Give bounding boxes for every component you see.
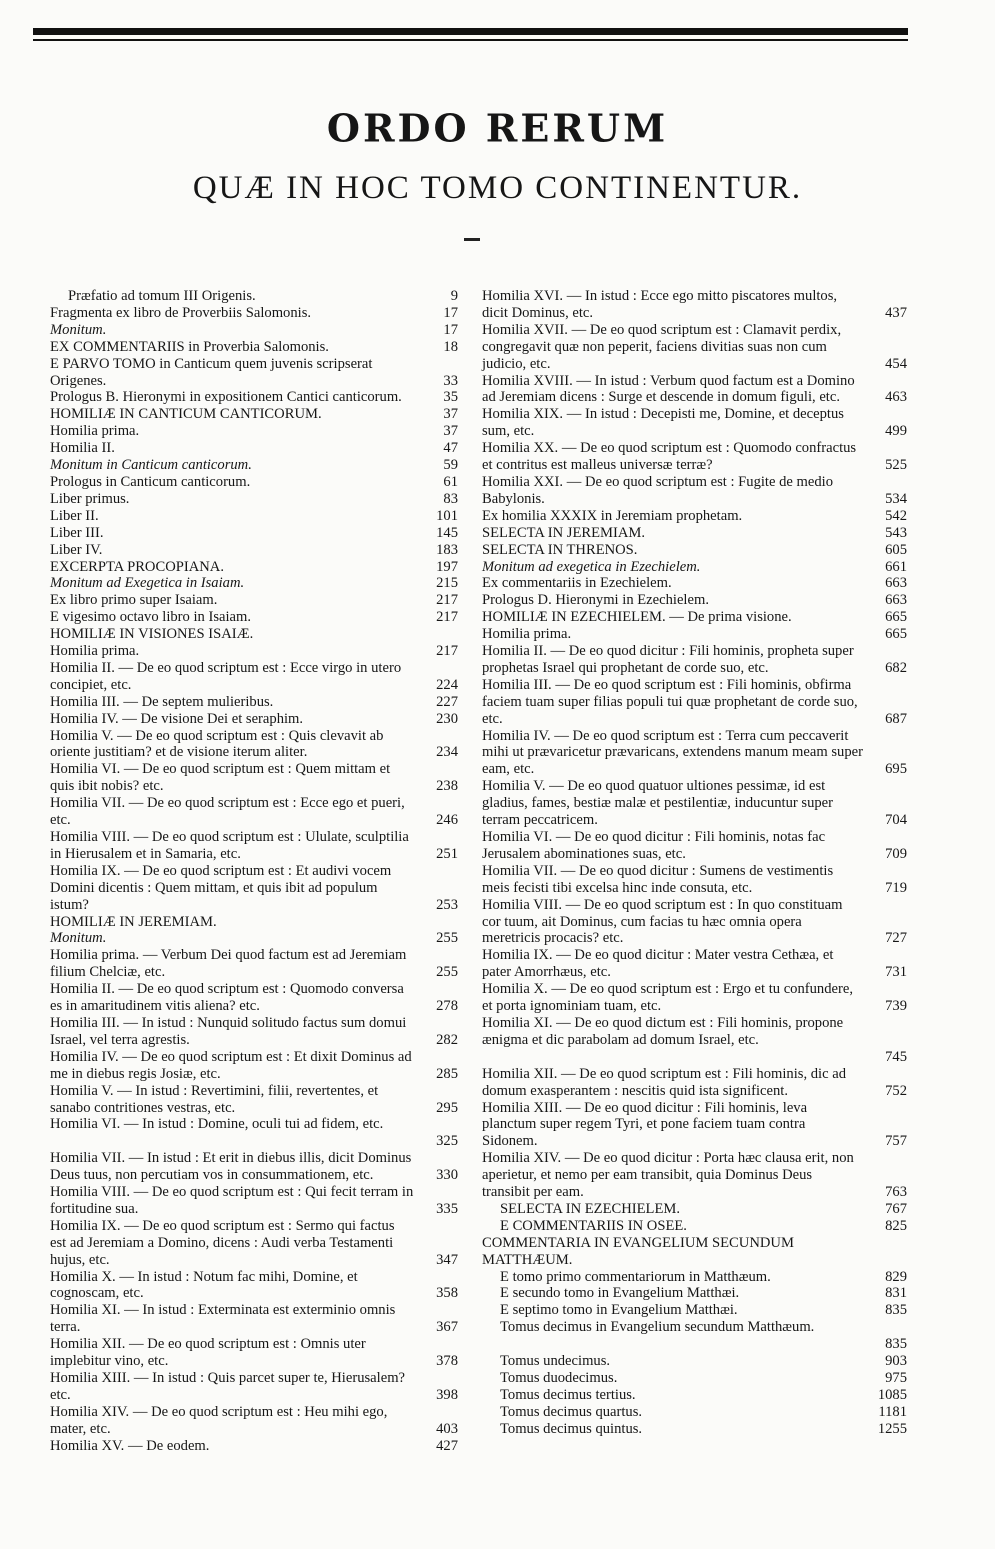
toc-entry-page: 37 bbox=[443, 406, 458, 423]
toc-entry-title: Homilia VI. — De eo quod scriptum est : Quem mittam et quis ibit nobis? etc. bbox=[50, 761, 391, 795]
toc-entry-title: SELECTA IN EZECHIELEM. bbox=[500, 1200, 681, 1217]
toc-entry-title: Ex libro primo super Isaiam. bbox=[50, 592, 218, 609]
toc-entry bbox=[50, 660, 458, 694]
toc-entry-title: Homilia VIII. — De eo quod scriptum est : In quo constituam cor tuum, ait Dominus, cum facias tu hæc omnia opera meretricis procacis? etc. bbox=[482, 896, 843, 947]
toc-entry-title: Fragmenta ex libro de Proverbiis Salomonis. bbox=[50, 304, 312, 321]
toc-entry-page: 18 bbox=[443, 338, 458, 355]
toc-entry-page: 378 bbox=[436, 1353, 458, 1370]
toc-entry bbox=[50, 1269, 458, 1303]
toc-entry-title: E tomo primo commentariorum in Matthæum. bbox=[500, 1268, 771, 1285]
toc-entry bbox=[50, 440, 458, 457]
toc-entry bbox=[482, 1387, 907, 1404]
toc-entry-page: 831 bbox=[885, 1285, 907, 1302]
toc-entry-title: SELECTA IN THRENOS. bbox=[482, 541, 638, 558]
toc-entry-page: 37 bbox=[443, 423, 458, 440]
toc-entry-title: Tomus undecimus. bbox=[500, 1353, 611, 1370]
toc-entry-page: 835 bbox=[885, 1336, 907, 1353]
toc-entry-title: SELECTA IN JEREMIAM. bbox=[482, 524, 646, 541]
toc-entry-page: 224 bbox=[436, 676, 458, 693]
toc-entry-page: 719 bbox=[885, 879, 907, 896]
toc-entry-title: E vigesimo octavo libro in Isaiam. bbox=[50, 609, 252, 626]
toc-entry-title: Homilia XVII. — De eo quod scriptum est : Clamavit perdix, congregavit quæ non peperit, faciens divitias suas non cum judicio, etc. bbox=[482, 321, 842, 372]
toc-entry bbox=[482, 1421, 907, 1438]
toc-entry-title: EXCERPTA PROCOPIANA. bbox=[50, 558, 224, 575]
toc-entry-title: Homilia IX. — De eo quod scriptum est : Et audivi vocem Domini dicentis : Quem mittam, et quis ibit ad populum istum? bbox=[50, 862, 392, 913]
toc-entry-page: 145 bbox=[436, 524, 458, 541]
toc-entry bbox=[50, 1116, 458, 1150]
toc-entry-page: 499 bbox=[885, 423, 907, 440]
toc-entry-page: 709 bbox=[885, 845, 907, 862]
toc-entry-title: E septimo tomo in Evangelium Matthæi. bbox=[500, 1302, 738, 1319]
toc-entry-title: Homilia XXI. — De eo quod scriptum est : Fugite de medio Babylonis. bbox=[482, 473, 834, 507]
toc-entry-title: Monitum ad exegetica in Ezechielem. bbox=[482, 558, 701, 575]
toc-entry-title: Homilia IV. — De eo quod scriptum est : Terra cum peccaverit mihi ut prævaricetur prævaricans, extendens manum meam super eam, etc. bbox=[482, 727, 863, 778]
toc-entry bbox=[482, 778, 907, 829]
toc-entry-page: 61 bbox=[443, 473, 458, 490]
toc-entry-page: 731 bbox=[885, 964, 907, 981]
toc-entry-page: 285 bbox=[436, 1065, 458, 1082]
toc-entry-page: 835 bbox=[885, 1302, 907, 1319]
toc-right-column bbox=[482, 288, 907, 1438]
toc-entry bbox=[482, 677, 907, 728]
toc-entry bbox=[50, 474, 458, 491]
toc-entry bbox=[50, 930, 458, 947]
toc-entry-title: E PARVO TOMO in Canticum quem juvenis scripserat Origenes. bbox=[50, 355, 373, 389]
toc-entry bbox=[50, 542, 458, 559]
toc-entry bbox=[482, 1150, 907, 1201]
toc-entry bbox=[50, 423, 458, 440]
page-subtitle: QUÆ IN HOC TOMO CONTINENTUR. bbox=[192, 170, 803, 206]
toc-entry-title: Homilia II. — De eo quod scriptum est : Ecce virgo in utero concipiet, etc. bbox=[50, 659, 402, 693]
toc-entry bbox=[50, 1150, 458, 1184]
toc-entry-page: 255 bbox=[436, 964, 458, 981]
toc-entry-page: 605 bbox=[885, 541, 907, 558]
toc-entry bbox=[50, 1083, 458, 1117]
toc-entry-title: Homilia III. — De eo quod scriptum est : Fili hominis, obfirma faciem tuam super filias populi tui quæ prophetant de corde suo, etc. bbox=[482, 676, 858, 727]
toc-entry bbox=[50, 339, 458, 356]
toc-entry-title: Homilia XIII. — In istud : Quis parcet super te, Hierusalem? etc. bbox=[50, 1370, 406, 1403]
toc-entry-page: 101 bbox=[436, 507, 458, 524]
toc-entry-page: 183 bbox=[436, 541, 458, 558]
toc-entry bbox=[50, 1302, 458, 1336]
toc-entry-page: 282 bbox=[436, 1031, 458, 1048]
toc-entry-page: 347 bbox=[436, 1251, 458, 1268]
toc-entry-page: 367 bbox=[436, 1319, 458, 1336]
toc-entry-page: 1085 bbox=[877, 1386, 907, 1403]
toc-entry bbox=[50, 1336, 458, 1370]
toc-entry bbox=[50, 525, 458, 542]
toc-entry-title: Homilia XIV. — De eo quod scriptum est : Heu mihi ego, mater, etc. bbox=[50, 1403, 388, 1437]
toc-entry bbox=[482, 440, 907, 474]
toc-entry bbox=[50, 1015, 458, 1049]
toc-entry bbox=[50, 914, 458, 931]
toc-entry-page: 253 bbox=[436, 896, 458, 913]
toc-entry bbox=[50, 711, 458, 728]
toc-entry-title: Homilia VIII. — De eo quod scriptum est : Ululate, sculptilia in Hierusalem et in Samaria, etc. bbox=[50, 829, 409, 862]
toc-entry-page: 59 bbox=[443, 457, 458, 474]
toc-left-column bbox=[50, 288, 458, 1455]
toc-entry-title: Homilia XI. — De eo quod dictum est : Fili hominis, propone ænigma et dic parabolam ad domum Israel, etc. bbox=[482, 1014, 844, 1048]
toc-entry-page: 543 bbox=[885, 524, 907, 541]
toc-entry bbox=[482, 1404, 907, 1421]
toc-entry-page: 217 bbox=[436, 643, 458, 660]
toc-entry-page: 665 bbox=[885, 609, 907, 626]
toc-entry-title: Ex homilia XXXIX in Jeremiam prophetam. bbox=[482, 507, 743, 524]
toc-entry-title: Tomus decimus in Evangelium secundum Matthæum. bbox=[500, 1319, 815, 1336]
toc-entry-title: Homilia XII. — De eo quod scriptum est : Omnis uter implebitur vino, etc. bbox=[50, 1336, 366, 1370]
toc-entry-page: 255 bbox=[436, 930, 458, 947]
toc-entry bbox=[50, 389, 458, 406]
toc-entry-title: Homilia XII. — De eo quod scriptum est : Fili hominis, dic ad domum exasperantem : nescitis quid ista significent. bbox=[482, 1065, 846, 1099]
toc-entry-page: 463 bbox=[885, 389, 907, 406]
toc-entry bbox=[482, 322, 907, 373]
toc-entry bbox=[50, 761, 458, 795]
toc-entry-title: Homilia II. — De eo quod scriptum est : Quomodo conversa es in amaritudinem vitis aliena? etc. bbox=[50, 981, 404, 1015]
toc-entry bbox=[50, 1184, 458, 1218]
toc-entry-page: 17 bbox=[443, 304, 458, 321]
toc-entry bbox=[50, 1049, 458, 1083]
toc-entry bbox=[482, 981, 907, 1015]
toc-entry bbox=[50, 795, 458, 829]
toc-entry bbox=[482, 643, 907, 677]
toc-entry-page: 663 bbox=[885, 575, 907, 592]
toc-entry-title: Homilia XIII. — De eo quod dicitur : Fili hominis, leva planctum super regem Tyri, et pone faciem tuam contra Sidonem. bbox=[482, 1099, 808, 1150]
toc-entry-page: 437 bbox=[885, 304, 907, 321]
toc-entry bbox=[50, 1218, 458, 1269]
toc-entry-page: 534 bbox=[885, 490, 907, 507]
toc-entry bbox=[50, 592, 458, 609]
toc-entry-title: Monitum. bbox=[50, 930, 107, 947]
toc-entry bbox=[482, 829, 907, 863]
toc-entry bbox=[50, 626, 458, 643]
toc-entry bbox=[50, 508, 458, 525]
toc-entry bbox=[482, 1302, 907, 1319]
toc-entry-title: Liber II. bbox=[50, 507, 99, 524]
toc-entry bbox=[50, 609, 458, 626]
toc-entry-page: 398 bbox=[436, 1386, 458, 1403]
toc-entry-page: 246 bbox=[436, 812, 458, 829]
toc-entry-title: Homilia prima. bbox=[482, 626, 572, 643]
toc-entry-title: Homilia X. — In istud : Notum fac mihi, Domine, et cognoscam, etc. bbox=[50, 1268, 358, 1302]
toc-entry-title: Homilia III. — In istud : Nunquid solitudo factus sum domui Israel, vel terra agrestis. bbox=[50, 1014, 407, 1048]
toc-entry-page: 1255 bbox=[877, 1420, 907, 1437]
toc-entry-page: 403 bbox=[436, 1420, 458, 1437]
toc-entry bbox=[482, 1319, 907, 1353]
toc-entry-title: Homilia VII. — In istud : Et erit in diebus illis, dicit Dominus Deus tuus, non percutiam vos in consummationem, etc. bbox=[50, 1150, 412, 1184]
toc-entry bbox=[482, 626, 907, 643]
toc-entry-page: 727 bbox=[885, 930, 907, 947]
toc-entry bbox=[50, 829, 458, 863]
toc-entry bbox=[482, 897, 907, 948]
toc-entry bbox=[482, 508, 907, 525]
toc-entry bbox=[50, 1404, 458, 1438]
toc-entry-page: 238 bbox=[436, 778, 458, 795]
toc-entry-title: HOMILIÆ IN CANTICUM CANTICORUM. bbox=[50, 406, 322, 423]
toc-entry bbox=[482, 1370, 907, 1387]
toc-entry-page: 427 bbox=[436, 1437, 458, 1454]
toc-entry-page: 682 bbox=[885, 659, 907, 676]
toc-entry-page: 1181 bbox=[878, 1403, 907, 1420]
toc-entry bbox=[50, 406, 458, 423]
toc-entry-page: 975 bbox=[885, 1370, 907, 1386]
toc-entry bbox=[482, 406, 907, 440]
toc-entry bbox=[482, 373, 907, 407]
toc-entry-title: Homilia prima. bbox=[50, 643, 140, 660]
ornament-dash bbox=[464, 238, 480, 241]
toc-entry-title: Homilia prima. — Verbum Dei quod factum est ad Jeremiam filium Chelciæ, etc. bbox=[50, 947, 407, 981]
toc-entry bbox=[50, 288, 458, 305]
toc-entry-title: Homilia IV. — De eo quod scriptum est : Et dixit Dominus ad me in diebus regis Josiæ, etc. bbox=[50, 1048, 412, 1082]
toc-entry-title: Homilia VIII. — De eo quod scriptum est : Qui fecit terram in fortitudine sua. bbox=[50, 1184, 414, 1217]
toc-entry-page: 251 bbox=[436, 845, 458, 862]
toc-entry bbox=[50, 1438, 458, 1455]
toc-entry-title: Homilia XV. — De eodem. bbox=[50, 1437, 210, 1454]
toc-entry bbox=[482, 1353, 907, 1370]
toc-entry-page: 661 bbox=[885, 558, 907, 575]
toc-entry bbox=[482, 947, 907, 981]
toc-entry-page: 35 bbox=[443, 389, 458, 406]
toc-entry-title: Monitum. bbox=[50, 321, 107, 338]
toc-entry-title: Liber III. bbox=[50, 524, 104, 541]
toc-entry bbox=[482, 575, 907, 592]
toc-entry bbox=[50, 981, 458, 1015]
toc-entry-title: HOMILIÆ IN EZECHIELEM. — De prima visione. bbox=[482, 609, 792, 626]
toc-entry-title: Prologus in Canticum canticorum. bbox=[50, 473, 251, 490]
toc-entry-page: 825 bbox=[885, 1217, 907, 1234]
toc-entry bbox=[482, 1285, 907, 1302]
toc-entry-page: 330 bbox=[436, 1167, 458, 1184]
toc-entry-title: Homilia XVI. — In istud : Ecce ego mitto piscatores multos, dicit Dominus, etc. bbox=[482, 288, 838, 321]
toc-entry-title: HOMILIÆ IN VISIONES ISAIÆ. bbox=[50, 626, 254, 643]
toc-entry bbox=[482, 474, 907, 508]
toc-entry-title: Homilia XIX. — In istud : Decepisti me, Domine, et deceptus sum, etc. bbox=[482, 406, 844, 440]
toc-entry-title: Homilia V. — In istud : Revertimini, filii, revertentes, et sanabo contritiones vestras, etc. bbox=[50, 1082, 379, 1116]
toc-entry bbox=[482, 1235, 907, 1269]
toc-entry bbox=[482, 592, 907, 609]
toc-entry bbox=[482, 1066, 907, 1100]
toc-entry-page: 227 bbox=[436, 693, 458, 710]
toc-entry bbox=[482, 863, 907, 897]
toc-entry-title: Homilia II. bbox=[50, 440, 115, 457]
toc-entry-title: Homilia II. — De eo quod dicitur : Fili hominis, propheta super prophetas Israel qui prophetant de corde suo, etc. bbox=[482, 643, 854, 676]
toc-entry bbox=[482, 1218, 907, 1235]
toc-entry-title: Præfatio ad tomum III Origenis. bbox=[68, 288, 256, 304]
toc-entry bbox=[482, 559, 907, 576]
toc-entry-title: Homilia III. — De septem mulieribus. bbox=[50, 693, 274, 710]
toc-entry bbox=[50, 728, 458, 762]
toc-entry-title: Tomus decimus quartus. bbox=[500, 1403, 643, 1420]
toc-entry-title: Homilia XI. — In istud : Exterminata est exterminio omnis terra. bbox=[50, 1302, 396, 1336]
toc-entry-title: EX COMMENTARIIS in Proverbia Salomonis. bbox=[50, 338, 329, 355]
toc-entry-title: Tomus decimus quintus. bbox=[500, 1420, 643, 1437]
toc-entry-title: Prologus D. Hieronymi in Ezechielem. bbox=[482, 592, 709, 609]
toc-entry-page: 358 bbox=[436, 1285, 458, 1302]
toc-entry-page: 217 bbox=[436, 609, 458, 626]
toc-entry-title: Homilia prima. bbox=[50, 423, 140, 440]
toc-entry bbox=[482, 1269, 907, 1286]
toc-entry-title: E COMMENTARIIS IN OSEE. bbox=[500, 1217, 687, 1234]
toc-entry-title: Homilia VI. — In istud : Domine, oculi tui ad fidem, etc. bbox=[50, 1116, 384, 1133]
toc-entry bbox=[50, 305, 458, 322]
toc-entry bbox=[482, 525, 907, 542]
toc-entry-page: 665 bbox=[885, 626, 907, 643]
toc-entry-page: 234 bbox=[436, 744, 458, 761]
toc-entry bbox=[50, 322, 458, 339]
toc-entry-title: Homilia VII. — De eo quod scriptum est : Ecce ego et pueri, etc. bbox=[50, 795, 405, 829]
toc-entry bbox=[50, 643, 458, 660]
toc-entry-page: 695 bbox=[885, 761, 907, 778]
toc-entry-title: Homilia XX. — De eo quod scriptum est : Quomodo confractus et contritus est malleus universæ terræ? bbox=[482, 440, 857, 474]
toc-entry-title: Tomus decimus tertius. bbox=[500, 1386, 636, 1403]
toc-entry bbox=[482, 609, 907, 626]
toc-entry bbox=[50, 356, 458, 390]
toc-entry-title: HOMILIÆ IN JEREMIAM. bbox=[50, 913, 217, 930]
toc-entry-page: 83 bbox=[443, 490, 458, 507]
toc-entry-page: 215 bbox=[436, 575, 458, 592]
toc-entry-title: Homilia IX. — De eo quod scriptum est : Sermo qui factus est ad Jeremiam a Domino, dicens : Audi verba Testamenti hujus, etc. bbox=[50, 1217, 395, 1268]
toc-entry-title: Homilia XVIII. — In istud : Verbum quod factum est a Domino ad Jeremiam dicens : Surge et descende in domum figuli, etc. bbox=[482, 372, 855, 406]
toc-entry-title: Homilia IX. — De eo quod dicitur : Mater vestra Cethæa, et pater Amorrhæus, etc. bbox=[482, 947, 834, 981]
toc-entry bbox=[50, 559, 458, 576]
toc-entry-page: 454 bbox=[885, 355, 907, 372]
top-rule-thick bbox=[33, 28, 908, 35]
toc-entry bbox=[482, 1100, 907, 1151]
toc-entry-title: Prologus B. Hieronymi in expositionem Cantici canticorum. bbox=[50, 389, 402, 406]
toc-entry-page: 757 bbox=[885, 1133, 907, 1150]
toc-entry-page: 752 bbox=[885, 1082, 907, 1099]
toc-entry-page: 663 bbox=[885, 592, 907, 609]
toc-entry-title: Homilia VI. — De eo quod dicitur : Fili hominis, notas fac Jerusalem abominationes suas, etc. bbox=[482, 829, 826, 862]
toc-entry-page: 325 bbox=[436, 1133, 458, 1150]
toc-entry-page: 903 bbox=[885, 1353, 907, 1370]
toc-entry-title: Homilia V. — De eo quod quatuor ultiones pessimæ, id est gladius, fames, bestiæ malæ et pestilentiæ, inducuntur super terram peccatricem. bbox=[482, 778, 834, 829]
toc-entry-page: 739 bbox=[885, 998, 907, 1015]
toc-entry-title: Liber IV. bbox=[50, 541, 103, 558]
toc-entry-page: 278 bbox=[436, 998, 458, 1015]
toc-entry-page: 687 bbox=[885, 710, 907, 727]
toc-entry-page: 47 bbox=[443, 440, 458, 457]
toc-entry-title: Homilia XIV. — De eo quod dicitur : Porta hæc clausa erit, non aperietur, et nemo per eam transibit, quia Dominus Deus transibit per eam. bbox=[482, 1150, 854, 1201]
toc-entry-page: 704 bbox=[885, 812, 907, 829]
top-rule-thin bbox=[33, 39, 908, 41]
toc-entry bbox=[482, 1201, 907, 1218]
toc-entry bbox=[50, 457, 458, 474]
toc-entry-page: 17 bbox=[443, 321, 458, 338]
toc-entry bbox=[50, 863, 458, 914]
toc-entry bbox=[50, 694, 458, 711]
toc-entry-title: Homilia IV. — De visione Dei et seraphim. bbox=[50, 710, 304, 727]
toc-entry-page: 829 bbox=[885, 1268, 907, 1285]
toc-entry-page: 745 bbox=[885, 1048, 907, 1065]
toc-entry-title: COMMENTARIA IN EVANGELIUM SECUNDUM MATTHÆUM. bbox=[482, 1234, 794, 1268]
toc-entry-title: Homilia V. — De eo quod scriptum est : Quis clevavit ab oriente justitiam? et de visione iterum aliter. bbox=[50, 727, 384, 761]
toc-entry bbox=[482, 542, 907, 559]
toc-entry-page: 542 bbox=[885, 507, 907, 524]
toc-entry bbox=[50, 1370, 458, 1404]
toc-entry bbox=[482, 1015, 907, 1066]
toc-entry-page: 33 bbox=[443, 372, 458, 389]
toc-entry-title: E secundo tomo in Evangelium Matthæi. bbox=[500, 1285, 740, 1302]
toc-entry-page: 197 bbox=[436, 558, 458, 575]
toc-entry-page: 217 bbox=[436, 592, 458, 609]
toc-entry-title: Liber primus. bbox=[50, 490, 130, 507]
toc-entry-title: Tomus duodecimus. bbox=[500, 1370, 618, 1386]
toc-entry-page: 335 bbox=[436, 1200, 458, 1217]
toc-entry-page: 230 bbox=[436, 710, 458, 727]
toc-entry-title: Monitum in Canticum canticorum. bbox=[50, 457, 252, 474]
toc-entry-title: Ex commentariis in Ezechielem. bbox=[482, 575, 672, 592]
toc-entry bbox=[50, 575, 458, 592]
toc-entry bbox=[482, 288, 907, 322]
toc-entry-page: 525 bbox=[885, 457, 907, 474]
toc-entry-title: Homilia X. — De eo quod scriptum est : Ergo et tu confundere, et porta ignominiam tuam, etc. bbox=[482, 981, 853, 1015]
toc-entry bbox=[50, 491, 458, 508]
toc-entry-title: Monitum ad Exegetica in Isaiam. bbox=[50, 575, 245, 592]
toc-entry-page: 9 bbox=[450, 288, 458, 304]
toc-entry bbox=[482, 728, 907, 779]
toc-entry-page: 767 bbox=[885, 1200, 907, 1217]
toc-entry-title: Homilia VII. — De eo quod dicitur : Sumens de vestimentis meis fecisti tibi excelsa hinc inde consuta, etc. bbox=[482, 862, 834, 896]
toc-entry-page: 763 bbox=[885, 1184, 907, 1201]
page-title: ORDO RERUM bbox=[326, 105, 669, 151]
toc-entry bbox=[50, 947, 458, 981]
toc-entry-page: 295 bbox=[436, 1099, 458, 1116]
